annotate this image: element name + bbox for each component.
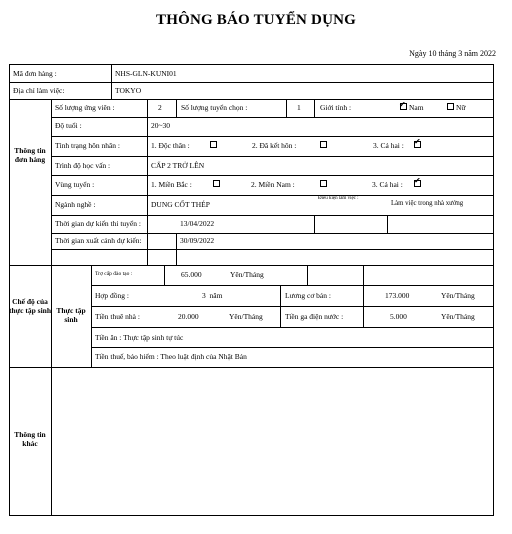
exam-time-value: 13/04/2022 bbox=[180, 219, 215, 228]
work-condition-label: Điều kiện làm việc : bbox=[318, 196, 359, 201]
training-allowance-value: 65.000 bbox=[181, 270, 202, 279]
document-title: THÔNG BÁO TUYỂN DỤNG bbox=[156, 12, 356, 28]
marital-label: Tình trạng hôn nhân : bbox=[55, 141, 120, 150]
workplace: TOKYO bbox=[115, 86, 142, 95]
order-info-section-label: Thông tin đơn hàng bbox=[14, 146, 46, 165]
rent-label: Tiền thuê nhà : bbox=[95, 312, 140, 321]
training-allowance-unit: Yên/Tháng bbox=[230, 270, 264, 279]
departure-time-label: Thời gian xuất cảnh dự kiến: bbox=[55, 236, 142, 245]
male-check-icon: ✔ bbox=[399, 100, 406, 109]
rent-value: 20.000 bbox=[178, 312, 199, 321]
region-option-3: 3. Cả hai : bbox=[372, 180, 403, 189]
meals-text: Tiền ăn : Thực tập sinh tự túc bbox=[95, 333, 184, 342]
marital-option-3: 3. Cả hai : bbox=[373, 141, 404, 150]
regime-section-label: Chế độ của thực tập sinh bbox=[9, 297, 52, 316]
regime-sub-label: Thực tập sinh bbox=[56, 306, 86, 325]
base-salary-unit: Yên/Tháng bbox=[441, 291, 475, 300]
marital-option-2: 2. Đã kết hôn : bbox=[252, 141, 297, 150]
gender-label: Giới tính : bbox=[320, 103, 352, 112]
region-option-3-check-icon: ✔ bbox=[414, 176, 421, 185]
form-table bbox=[9, 64, 494, 516]
selected-label: Số lượng tuyển chọn : bbox=[181, 103, 248, 112]
occupation-label: Ngành nghề : bbox=[55, 200, 96, 209]
female-label: Nữ bbox=[456, 103, 466, 112]
region-option-1: 1. Miền Bắc : bbox=[151, 180, 192, 189]
region-option-1-checkbox bbox=[213, 180, 220, 187]
other-info-section-label: Thông tin khác bbox=[14, 430, 46, 449]
order-code-label: Mã đơn hàng : bbox=[13, 69, 57, 78]
marital-option-1: 1. Độc thân : bbox=[151, 141, 190, 150]
candidates-value: 2 bbox=[158, 103, 162, 112]
education-label: Trình độ học vấn : bbox=[55, 161, 111, 170]
marital-option-2-checkbox bbox=[320, 141, 327, 148]
contract-value: 3 năm bbox=[202, 291, 223, 300]
document-date: Ngày 10 tháng 3 năm 2022 bbox=[409, 49, 496, 58]
rent-unit: Yên/Tháng bbox=[229, 312, 263, 321]
order-code: NHS-GLN-KUNI01 bbox=[115, 69, 177, 78]
occupation-value: DUNG CỐT THÉP bbox=[151, 200, 210, 209]
utilities-unit: Yên/Tháng bbox=[441, 312, 475, 321]
selected-value: 1 bbox=[297, 103, 301, 112]
tax-insurance-text: Tiền thuế, bảo hiểm : Theo luật định của Nhật Bản bbox=[95, 352, 247, 361]
exam-time-label: Thời gian dự kiến thi tuyển : bbox=[55, 219, 141, 228]
region-label: Vùng tuyển : bbox=[55, 180, 95, 189]
male-label: Nam bbox=[409, 103, 424, 112]
utilities-value: 5.000 bbox=[390, 312, 407, 321]
region-option-2: 2. Miền Nam : bbox=[251, 180, 295, 189]
departure-time-value: 30/09/2022 bbox=[180, 236, 215, 245]
contract-label: Hợp đồng : bbox=[95, 291, 129, 300]
utilities-label: Tiền ga điện nước : bbox=[285, 312, 344, 321]
education-value: CẤP 2 TRỞ LÊN bbox=[151, 161, 205, 170]
work-condition-value: Làm việc trong nhà xưởng bbox=[391, 200, 464, 207]
age-value: 20~30 bbox=[151, 121, 171, 130]
candidates-label: Số lượng ứng viên : bbox=[55, 103, 115, 112]
workplace-label: Địa chỉ làm việc: bbox=[13, 86, 65, 95]
training-allowance-label: Trợ cấp đào tạo : bbox=[95, 271, 133, 277]
marital-option-1-checkbox bbox=[210, 141, 217, 148]
age-label: Độ tuổi : bbox=[55, 121, 82, 130]
base-salary-value: 173.000 bbox=[385, 291, 410, 300]
region-option-2-checkbox bbox=[320, 180, 327, 187]
female-checkbox bbox=[447, 103, 454, 110]
marital-option-3-check-icon: ✔ bbox=[414, 137, 421, 146]
base-salary-label: Lương cơ bản : bbox=[285, 291, 331, 300]
